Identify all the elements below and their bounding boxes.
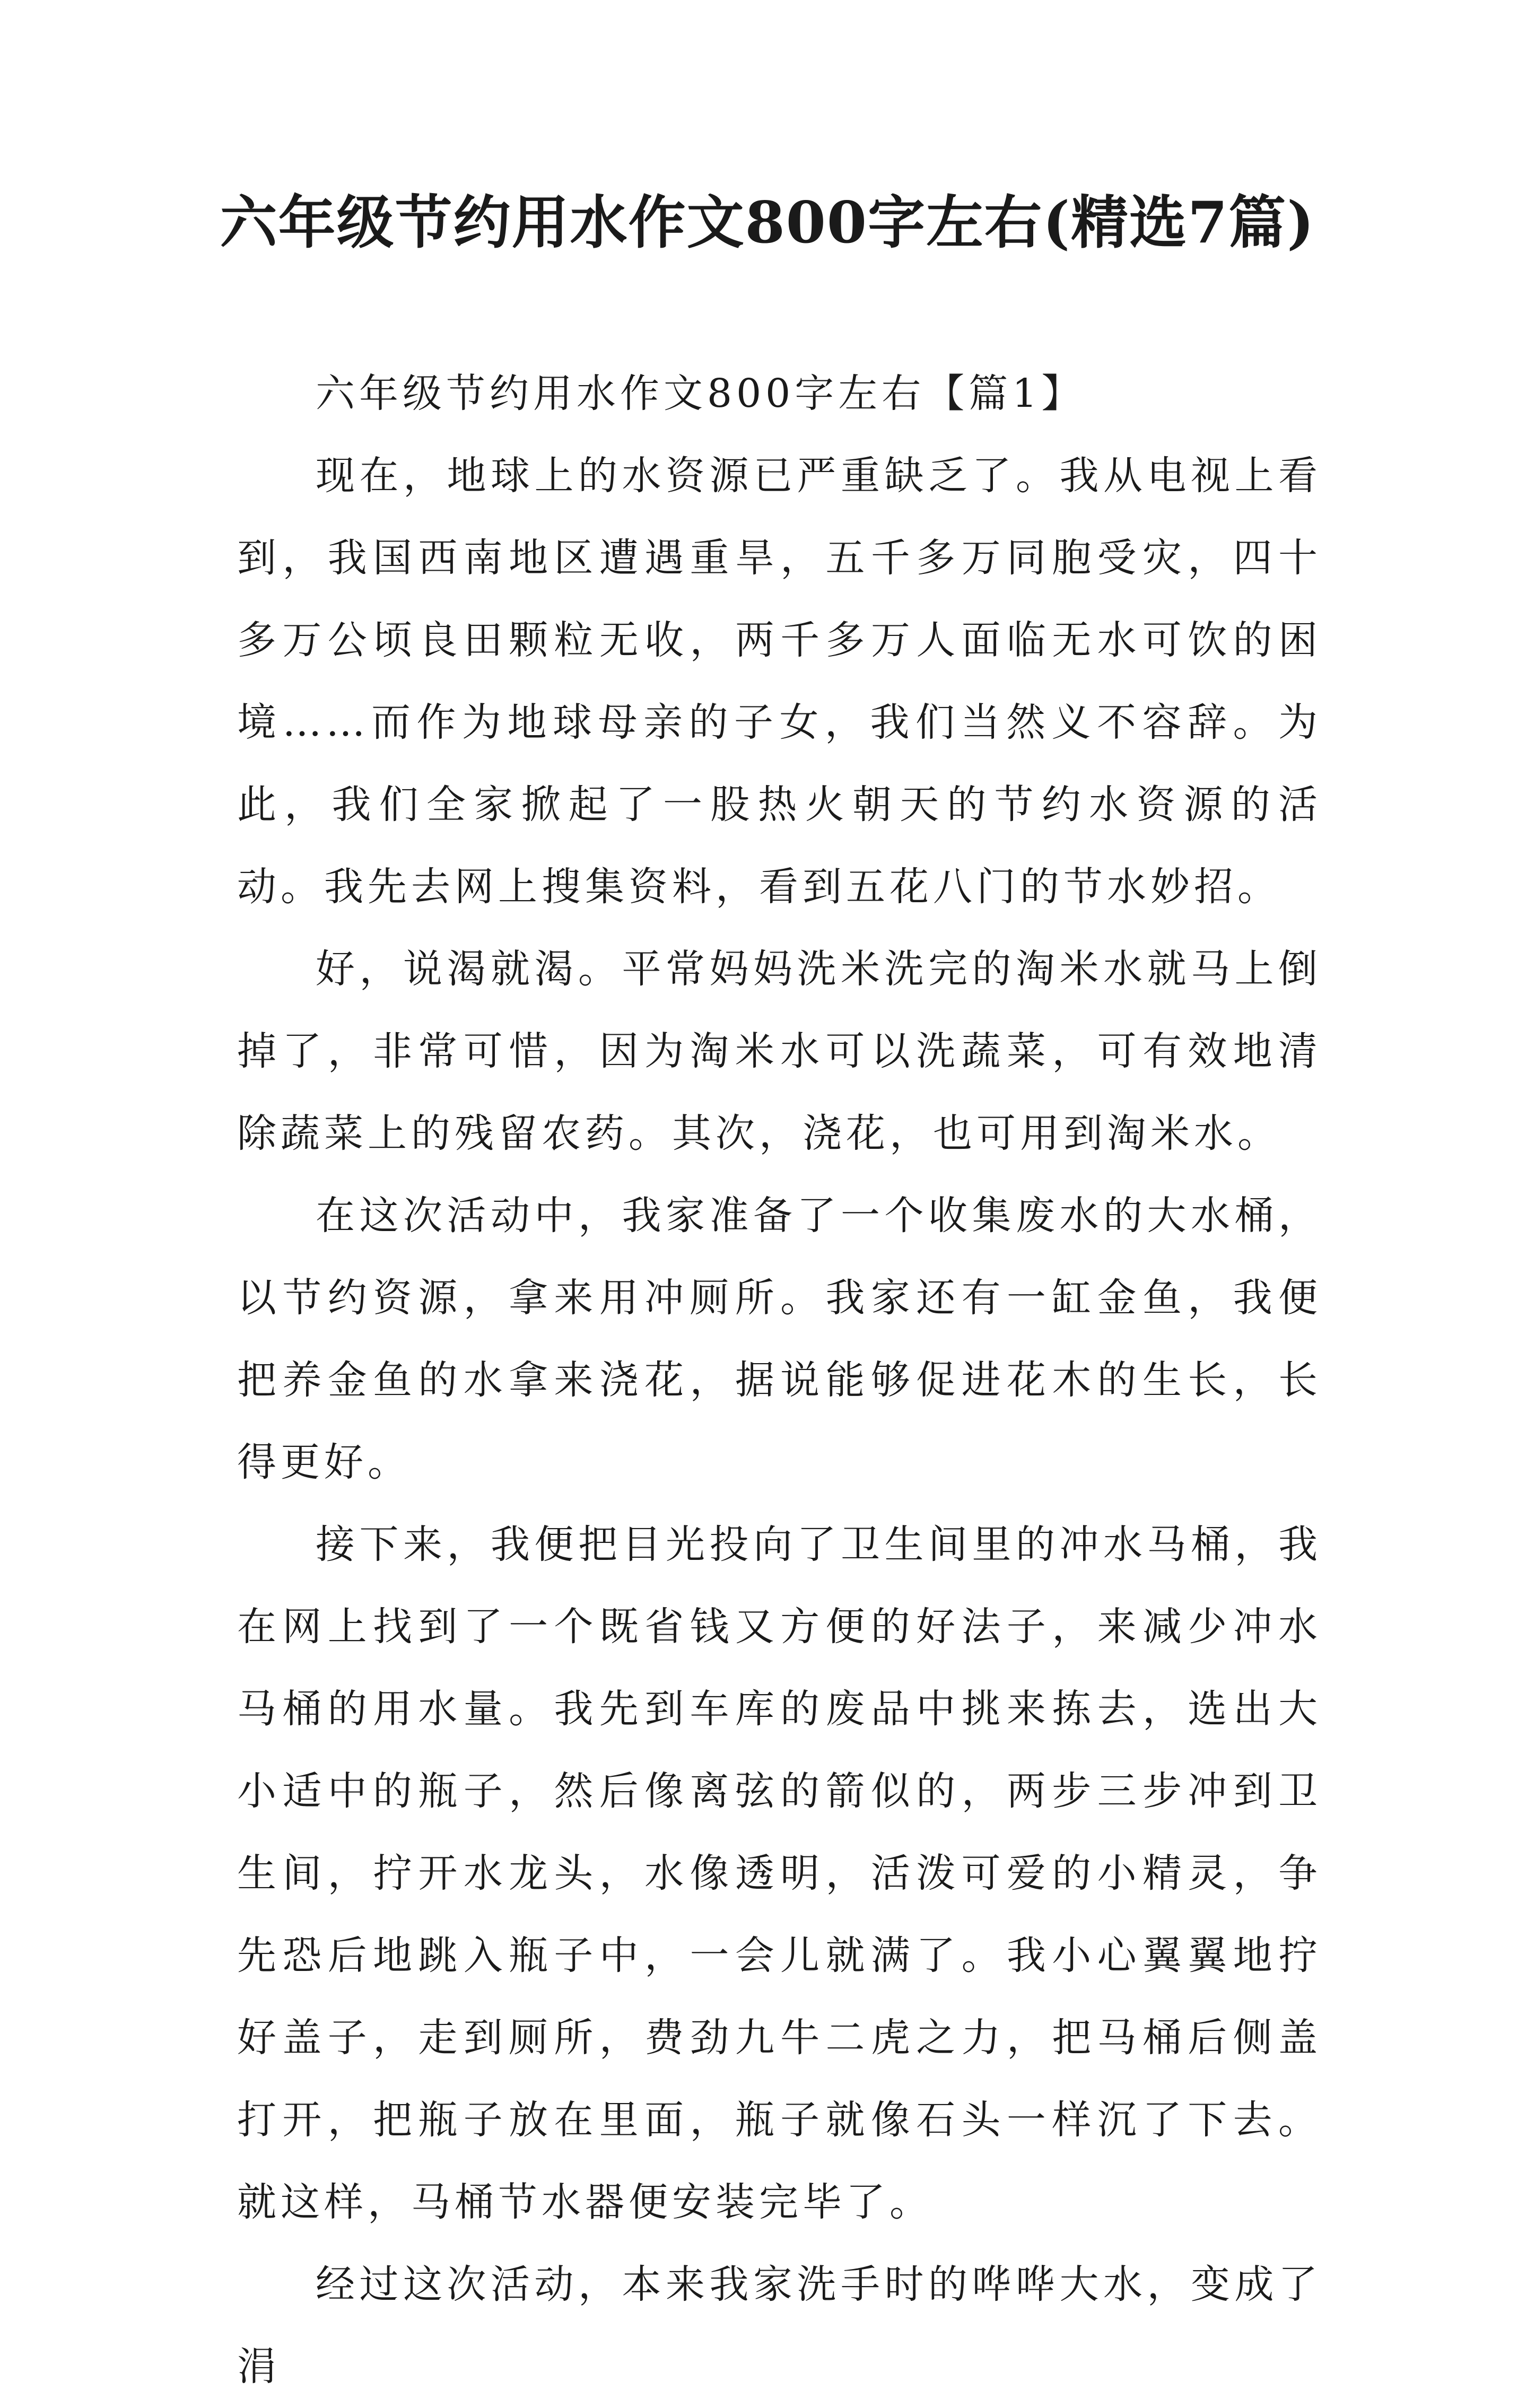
document-title: 六年级节约用水作文800字左右(精选7篇) bbox=[220, 189, 1315, 256]
paragraph-1: 现在，地球上的水资源已严重缺乏了。我从电视上看到，我国西南地区遭遇重旱，五千多万同胞受灾，四十多万公顷良田颗粒无收，两千多万人面临无水可饮的困境……而作为地球母亲的子女，我们当然义不容辞。为此，我们全家掀起了一股热火朝天的节约水资源的活动。我先去网上搜集资料，看到五花八门的节水妙招。 bbox=[237, 453, 1322, 910]
paragraph-4: 接下来，我便把目光投向了卫生间里的冲水马桶，我在网上找到了一个既省钱又方便的好法子，来减少冲水马桶的用水量。我先到车库的废品中挑来拣去，选出大小适中的瓶子，然后像离弦的箭似的，两步三步冲到卫生间，拧开水龙头，水像透明，活泼可爱的小精灵，争先恐后地跳入瓶子中，一会儿就满了。我小心翼翼地拧好盖子，走到厕所，费劲九牛二虎之力，把马桶后侧盖打开，把瓶子放在里面，瓶子就像石头一样沉了下去。就这样，马桶节水器便安装完毕了。 bbox=[237, 1522, 1322, 2225]
section-heading: 六年级节约用水作文800字左右【篇1】 bbox=[316, 371, 1085, 416]
paragraph-5: 经过这次活动，本来我家洗手时的哗哗大水，变成了涓 bbox=[237, 2262, 1322, 2389]
paragraph-3: 在这次活动中，我家准备了一个收集废水的大水桶，以节约资源，拿来用冲厕所。我家还有一缸金鱼，我便把养金鱼的水拿来浇花，据说能够促进花木的生长，长得更好。 bbox=[237, 1193, 1322, 1485]
document-body bbox=[237, 353, 1322, 2408]
paragraph-2: 好，说渴就渴。平常妈妈洗米洗完的淘米水就马上倒掉了，非常可惜，因为淘米水可以洗蔬菜，可有效地清除蔬菜上的残留农药。其次，浇花，也可用到淘米水。 bbox=[237, 946, 1322, 1156]
